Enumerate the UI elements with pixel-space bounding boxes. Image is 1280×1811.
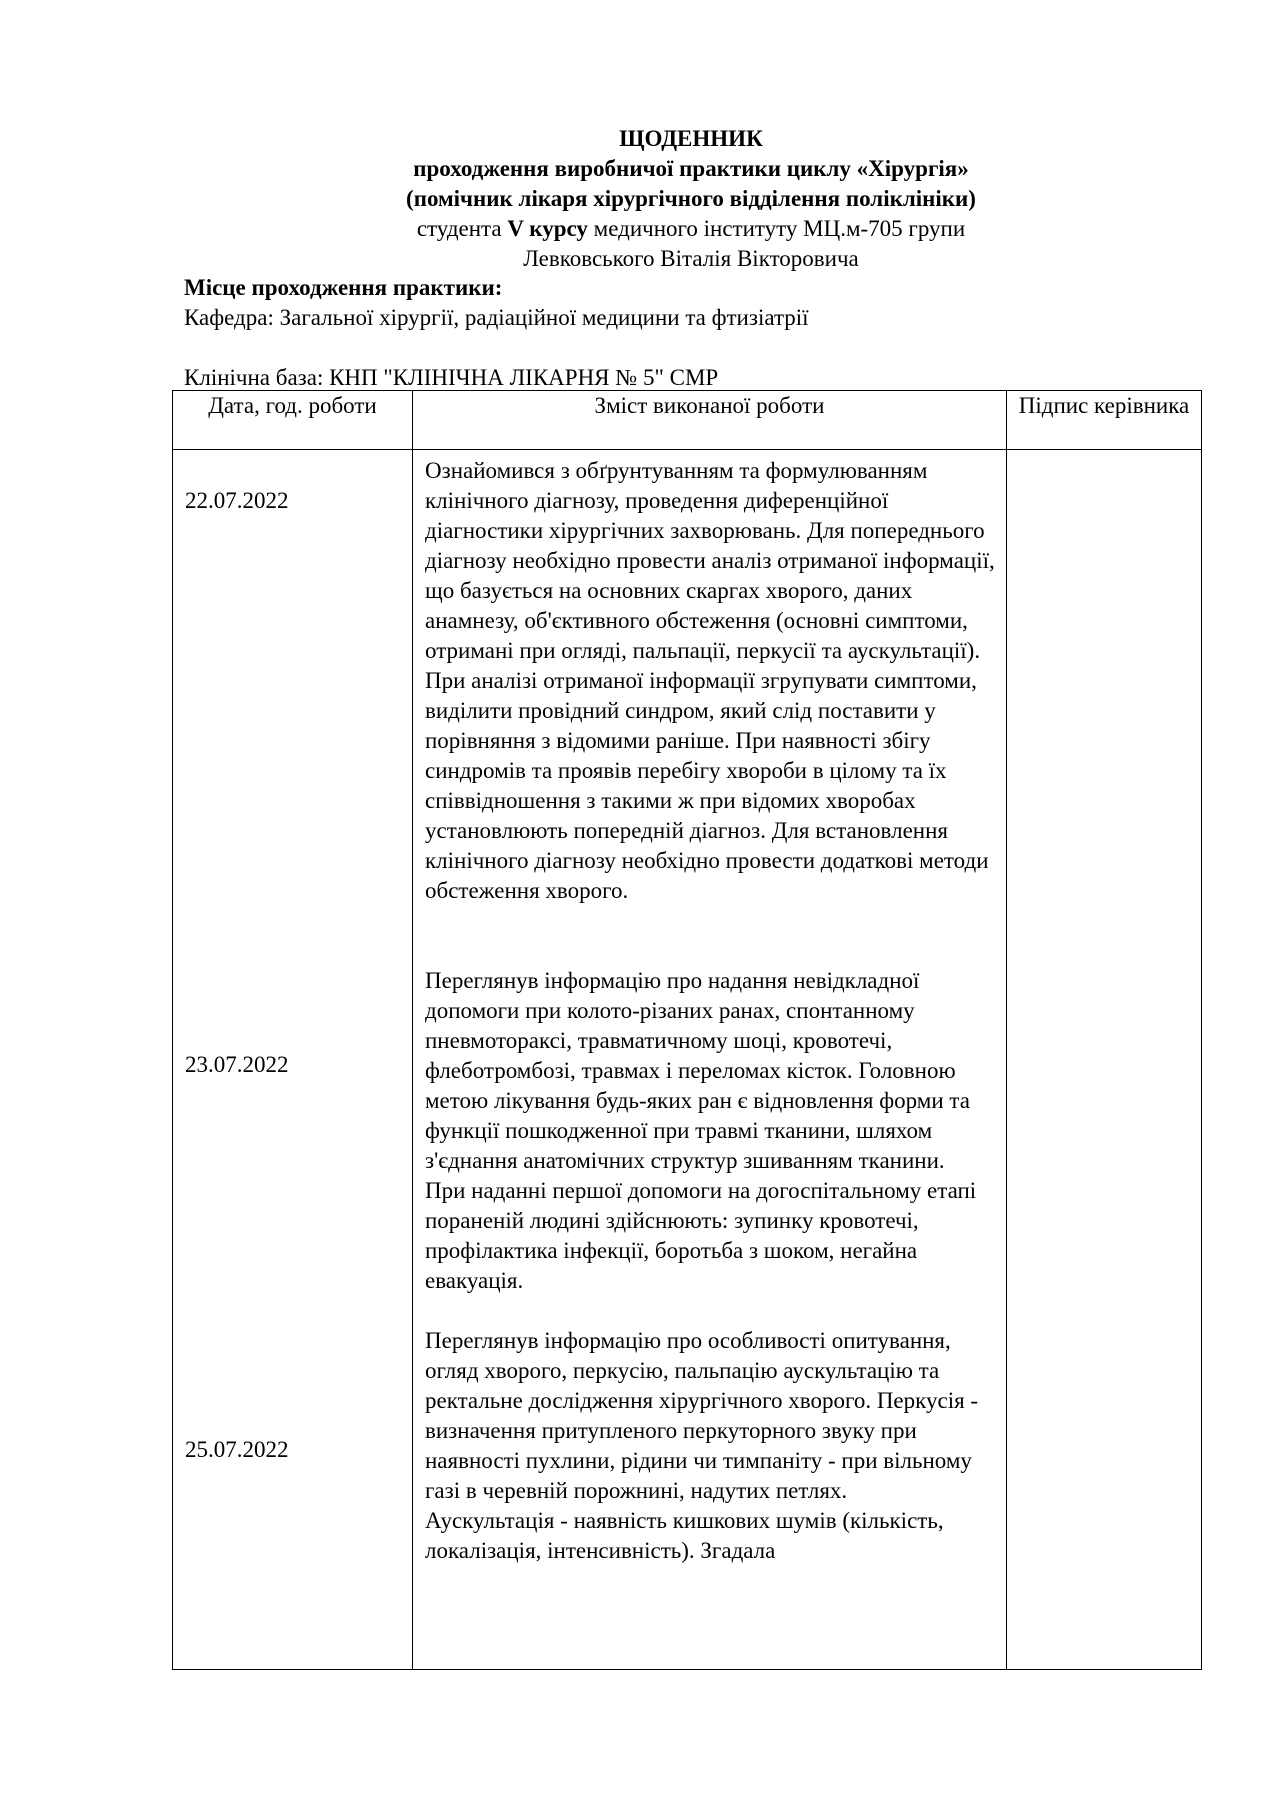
table-header-row (173, 391, 1202, 450)
entry-text: Ознайомився з обґрунтуванням та формулюванням клінічного діагнозу, проведення диференційної діагностики хірургічних захворювань. Для попереднього діагнозу необхідно провести аналіз отриманої інформації, що базується на основних скаргах хворого, даних анамнезу, об'єктивного обстеження (основні симптоми, отримані при огляді, пальпації, перкусії та аускультації). При аналізі отриманої інформації згрупувати симптоми, виділити провідний синдром, який слід поставити у порівняння з відомими раніше. При наявності збігу синдромів та проявів перебігу хвороби в цілому та їх співвідношення з такими ж при відомих хворобах установлюють попередній діагноз. Для встановлення клінічного діагнозу необхідно провести додаткові методи обстеження хворого. (425, 458, 995, 903)
department-line: Кафедра: Загальної хірургії, радіаційної медицини та фтизіатрії (184, 305, 809, 330)
role-line: (помічник лікаря хірургічного відділення поліклініки) (406, 186, 976, 211)
document-title: ЩОДЕННИК (619, 126, 763, 151)
practice-cycle-line: проходження виробничої практики циклу «Хірургія» (413, 156, 969, 181)
log-entry (413, 906, 1006, 1296)
course-number: V курсу (507, 216, 588, 241)
date-cell (173, 450, 413, 1670)
course-prefix: студента (416, 216, 508, 241)
diary-header (184, 124, 1198, 274)
entry-text: При наданні першої допомоги на догоспітальному етапі пораненій людині здійснюють: зупинку кровотечі, профілактика інфекції, боротьба з шоком, негайна евакуація. (425, 1178, 977, 1293)
practice-place-section (184, 273, 1198, 393)
student-course-line (184, 214, 1198, 244)
log-entry (413, 1296, 1006, 1566)
date-column-header: Дата, год. роботи (173, 391, 413, 450)
content-column-header: Зміст виконаної роботи (413, 391, 1007, 450)
signature-cell (1007, 450, 1202, 1670)
entry-date: 25.07.2022 (185, 1437, 289, 1462)
clinical-base-line: Клінічна база: КНП "КЛІНІЧНА ЛІКАРНЯ № 5" СМР (184, 365, 719, 390)
table-row (173, 450, 1202, 1670)
student-name: Левковського Віталія Вікторовича (523, 246, 859, 271)
entry-date: 22.07.2022 (185, 488, 289, 513)
entry-text: Переглянув інформацію про надання невідкладної допомоги при колото-різаних ранах, спонтанному пневмотораксі, травматичному шоці, кровотечі, флеботромбозі, травмах і переломах кісток. Головною метою лікування будь-яких ран є відновлення форми та функції пошкодженної при травмі тканини, шляхом з'єднання анатомічних структур зшиванням тканини. (425, 968, 970, 1173)
log-entry (413, 450, 1006, 906)
blank-line (184, 333, 1198, 363)
entry-text: Переглянув інформацію про особливості опитування, огляд хворого, перкусію, пальпацію аускультацію та ректальне дослідження хірургічного хворого. Перкусія - визначення притупленого перкуторного звуку при наявності пухлини, рідини чи тимпаніту - при вільному газі в черевній порожнині, надутих петлях. (425, 1328, 979, 1503)
course-suffix: медичного інституту МЦ.м-705 групи (587, 216, 966, 241)
practice-place-label: Місце проходження практики: (184, 275, 503, 300)
entry-date: 23.07.2022 (185, 1052, 289, 1077)
signature-column-header: Підпис керівника (1007, 391, 1202, 450)
entry-text: Аускультація - наявність кишкових шумів (кількість, локалізація, інтенсивність). Згадала (425, 1508, 944, 1563)
content-cell (413, 450, 1007, 1670)
practice-log-table (172, 390, 1202, 1670)
